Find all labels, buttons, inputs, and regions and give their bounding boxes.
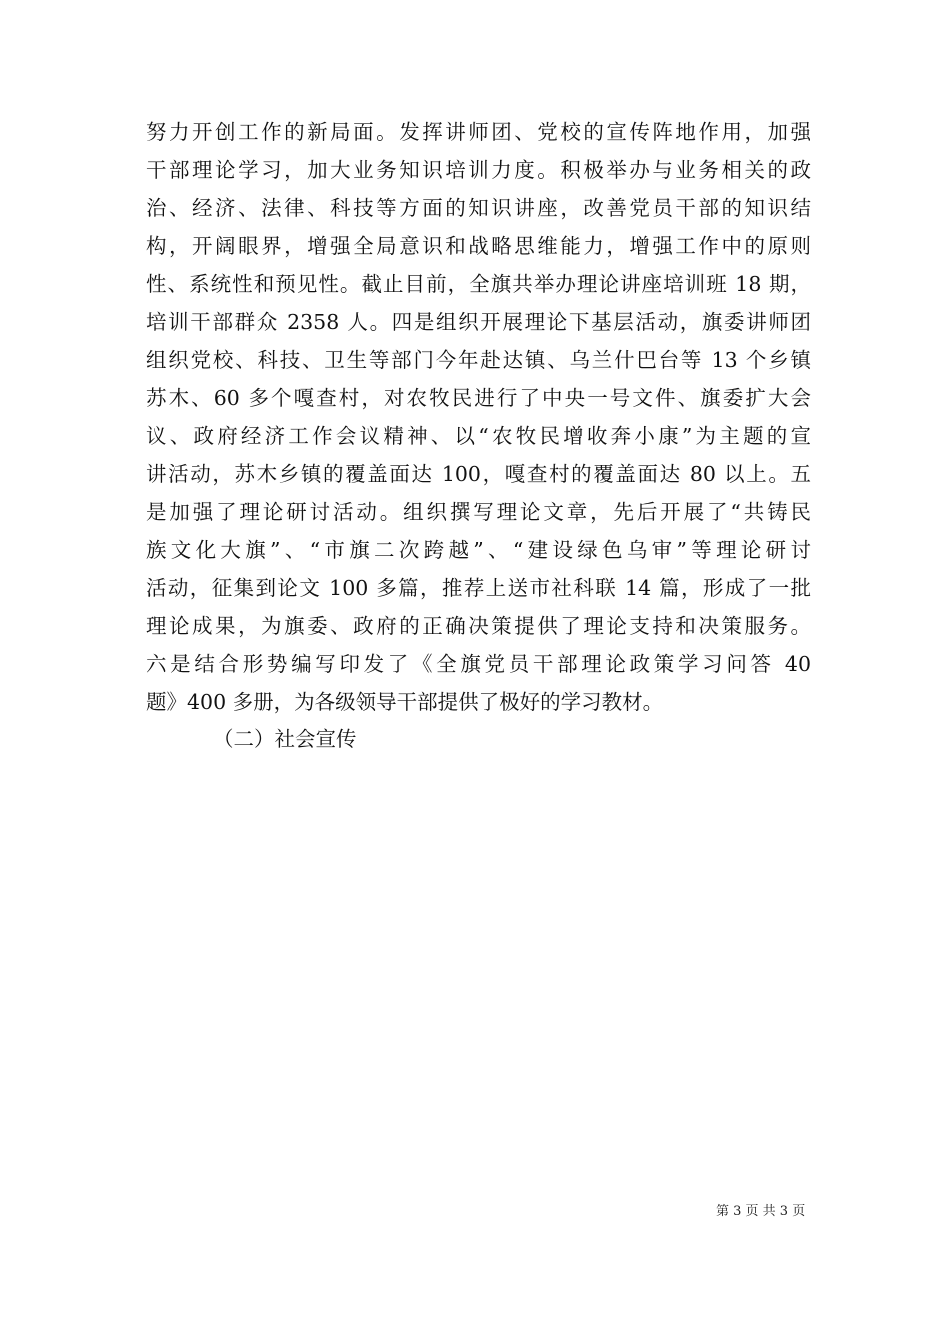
text-line: 题》400 多册，为各级领导干部提供了极好的学习教材。	[146, 690, 664, 714]
text-line: 族文化大旗”、“市旗二次跨越”、“建设绿色乌审”等理论研讨	[146, 538, 811, 562]
text-line: 是加强了理论研讨活动。组织撰写理论文章，先后开展了“共铸民	[146, 500, 811, 524]
section-heading: （二）社会宣传	[213, 727, 357, 751]
text-line: 六是结合形势编写印发了《全旗党员干部理论政策学习问答 40	[146, 652, 811, 676]
text-line: 理论成果，为旗委、政府的正确决策提供了理论支持和决策服务。	[146, 614, 811, 638]
text-line: 治、经济、法律、科技等方面的知识讲座，改善党员干部的知识结	[146, 196, 811, 220]
text-line: 苏木、60 多个嘎查村，对农牧民进行了中央一号文件、旗委扩大会	[146, 386, 811, 410]
text-line: 努力开创工作的新局面。发挥讲师团、党校的宣传阵地作用，加强	[146, 120, 811, 144]
text-line: 性、系统性和预见性。截止目前，全旗共举办理论讲座培训班 18 期，	[146, 272, 811, 296]
body-paragraph	[146, 113, 811, 721]
text-line: 干部理论学习，加大业务知识培训力度。积极举办与业务相关的政	[146, 158, 811, 182]
text-line: 培训干部群众 2358 人。四是组织开展理论下基层活动，旗委讲师团	[146, 310, 811, 334]
text-line: 讲活动，苏木乡镇的覆盖面达 100，嘎查村的覆盖面达 80 以上。五	[146, 462, 811, 486]
text-line: 活动，征集到论文 100 多篇，推荐上送市社科联 14 篇，形成了一批	[146, 576, 811, 600]
text-line: 构，开阔眼界，增强全局意识和战略思维能力，增强工作中的原则	[146, 234, 811, 258]
text-line: 组织党校、科技、卫生等部门今年赴达镇、乌兰什巴台等 13 个乡镇	[146, 348, 811, 372]
page-number-footer: 第 3 页 共 3 页	[716, 1204, 806, 1219]
text-line: 议、政府经济工作会议精神、以“农牧民增收奔小康”为主题的宣	[146, 424, 811, 448]
